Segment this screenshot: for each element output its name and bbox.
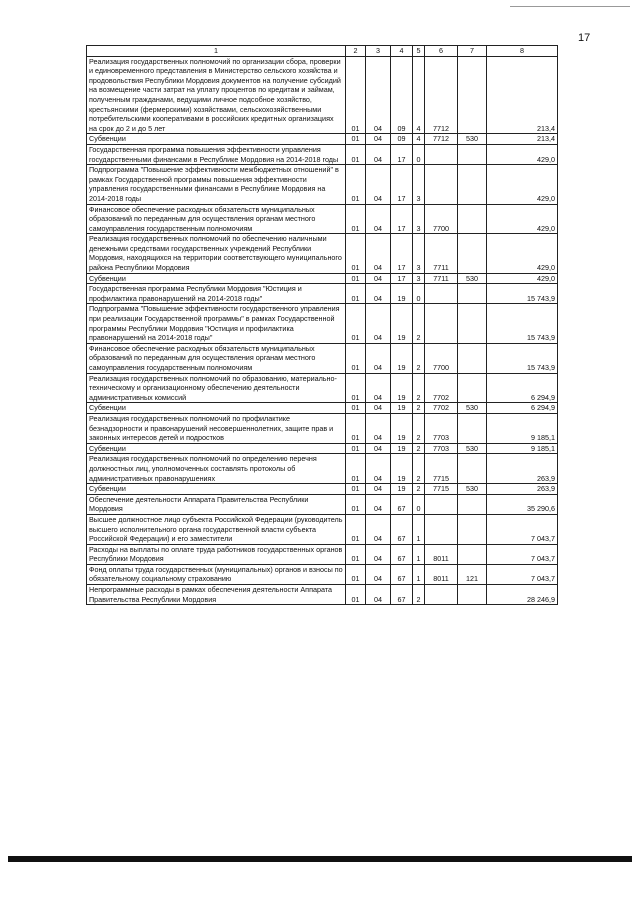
cell-section: 01	[346, 56, 366, 134]
table-row	[87, 273, 558, 284]
cell-expense-type: 530	[458, 443, 487, 454]
table-row	[87, 284, 558, 304]
cell-amount: 429,0	[487, 204, 558, 234]
cell-amount: 263,9	[487, 484, 558, 495]
cell-section: 01	[346, 144, 366, 164]
cell-expense-type	[458, 204, 487, 234]
cell-name: Субвенции	[87, 273, 346, 284]
cell-subsection: 04	[366, 403, 391, 414]
cell-amount: 7 043,7	[487, 564, 558, 584]
cell-subprogram: 2	[413, 484, 425, 495]
cell-subsection: 04	[366, 373, 391, 403]
cell-amount: 9 185,1	[487, 443, 558, 454]
cell-subprogram: 4	[413, 134, 425, 145]
cell-expense-type: 530	[458, 403, 487, 414]
cell-target-item: 7703	[425, 413, 458, 443]
cell-target-item: 7711	[425, 234, 458, 273]
cell-name: Высшее должностное лицо субъекта Российской Федерации (руководитель высшего исполнительного органа государственной власти субъекта Российской Федерации) и его заместители	[87, 514, 346, 544]
cell-name: Финансовое обеспечение расходных обязательств муниципальных образований по переданным для осуществления органам местного самоуправления государственным полномочиям	[87, 343, 346, 373]
cell-subprogram: 0	[413, 284, 425, 304]
column-header-4: 4	[391, 46, 413, 57]
table-row	[87, 585, 558, 605]
column-header-7: 7	[458, 46, 487, 57]
cell-program: 19	[391, 284, 413, 304]
cell-amount: 263,9	[487, 454, 558, 484]
cell-section: 01	[346, 494, 366, 514]
table-row	[87, 304, 558, 343]
cell-target-item: 8011	[425, 544, 458, 564]
budget-table	[86, 45, 558, 605]
table-row	[87, 514, 558, 544]
column-header-3: 3	[366, 46, 391, 57]
cell-target-item	[425, 304, 458, 343]
cell-expense-type	[458, 413, 487, 443]
cell-name: Расходы на выплаты по оплате труда работников государственных органов Республики Мордовия	[87, 544, 346, 564]
cell-subsection: 04	[366, 144, 391, 164]
cell-program: 19	[391, 403, 413, 414]
cell-subsection: 04	[366, 273, 391, 284]
cell-subprogram: 1	[413, 544, 425, 564]
cell-subprogram: 3	[413, 234, 425, 273]
cell-subsection: 04	[366, 234, 391, 273]
cell-name: Субвенции	[87, 134, 346, 145]
cell-target-item	[425, 165, 458, 204]
cell-amount: 7 043,7	[487, 544, 558, 564]
cell-name: Государственная программа Республики Мордовия "Юстиция и профилактика правонарушений на 2014-2018 годы"	[87, 284, 346, 304]
table-row	[87, 373, 558, 403]
cell-program: 67	[391, 544, 413, 564]
cell-subprogram: 3	[413, 273, 425, 284]
cell-program: 09	[391, 56, 413, 134]
cell-section: 01	[346, 564, 366, 584]
cell-amount: 213,4	[487, 56, 558, 134]
cell-section: 01	[346, 443, 366, 454]
table-row	[87, 564, 558, 584]
cell-subprogram: 0	[413, 144, 425, 164]
table-row	[87, 165, 558, 204]
cell-section: 01	[346, 134, 366, 145]
cell-target-item: 7715	[425, 454, 458, 484]
cell-target-item: 7702	[425, 403, 458, 414]
cell-program: 19	[391, 443, 413, 454]
cell-subprogram: 2	[413, 454, 425, 484]
cell-name: Реализация государственных полномочий по организации сбора, проверки и единовременного представления в Министерство сельского хозяйства и продовольствия Республики Мордовия документов на получение субсидий на возмещение части затрат на уплату процентов по кредитам и займам, полученным гражданами, ведущими личное подсобное хозяйство, крестьянскими (фермерскими) хозяйствами, сельскохозяйственными потребительскими кооперативами в российских кредитных организациях на срок до 2 и до 5 лет	[87, 56, 346, 134]
cell-expense-type: 530	[458, 134, 487, 145]
cell-expense-type	[458, 494, 487, 514]
cell-program: 67	[391, 494, 413, 514]
cell-subsection: 04	[366, 343, 391, 373]
cell-name: Подпрограмма "Повышение эффективности межбюджетных отношений" в рамках Государственной программы повышения эффективности управления государственными финансами в Республике Мордовия на 2014-2018 годы	[87, 165, 346, 204]
page-number: 17	[578, 32, 591, 44]
cell-amount: 6 294,9	[487, 403, 558, 414]
column-header-6: 6	[425, 46, 458, 57]
cell-subprogram: 2	[413, 343, 425, 373]
cell-amount: 429,0	[487, 234, 558, 273]
cell-expense-type: 121	[458, 564, 487, 584]
cell-subprogram: 2	[413, 304, 425, 343]
cell-expense-type	[458, 454, 487, 484]
cell-subsection: 04	[366, 494, 391, 514]
cell-section: 01	[346, 304, 366, 343]
cell-section: 01	[346, 204, 366, 234]
scan-mark	[510, 6, 630, 7]
cell-program: 17	[391, 273, 413, 284]
cell-subsection: 04	[366, 56, 391, 134]
cell-program: 19	[391, 413, 413, 443]
cell-name: Финансовое обеспечение расходных обязательств муниципальных образований по переданным для осуществления органам местного самоуправления государственным полномочиям	[87, 204, 346, 234]
column-header-8: 8	[487, 46, 558, 57]
cell-amount: 28 246,9	[487, 585, 558, 605]
cell-subprogram: 3	[413, 165, 425, 204]
cell-subprogram: 2	[413, 403, 425, 414]
header-row	[87, 46, 558, 57]
cell-subprogram: 2	[413, 413, 425, 443]
table-row	[87, 134, 558, 145]
cell-amount: 9 185,1	[487, 413, 558, 443]
cell-expense-type	[458, 234, 487, 273]
cell-subprogram: 2	[413, 373, 425, 403]
cell-expense-type	[458, 585, 487, 605]
cell-target-item: 7703	[425, 443, 458, 454]
table-row	[87, 234, 558, 273]
table-row	[87, 454, 558, 484]
cell-section: 01	[346, 544, 366, 564]
cell-subsection: 04	[366, 165, 391, 204]
cell-expense-type	[458, 56, 487, 134]
cell-name: Обеспечение деятельности Аппарата Правительства Республики Мордовия	[87, 494, 346, 514]
cell-amount: 429,0	[487, 144, 558, 164]
cell-subsection: 04	[366, 564, 391, 584]
table-row	[87, 144, 558, 164]
cell-target-item	[425, 585, 458, 605]
cell-target-item: 7712	[425, 134, 458, 145]
cell-expense-type	[458, 514, 487, 544]
cell-section: 01	[346, 484, 366, 495]
cell-target-item: 7700	[425, 204, 458, 234]
cell-subsection: 04	[366, 585, 391, 605]
cell-amount: 6 294,9	[487, 373, 558, 403]
cell-expense-type	[458, 165, 487, 204]
cell-program: 67	[391, 564, 413, 584]
cell-target-item	[425, 494, 458, 514]
cell-subsection: 04	[366, 134, 391, 145]
cell-target-item	[425, 514, 458, 544]
cell-subprogram: 4	[413, 56, 425, 134]
cell-program: 67	[391, 514, 413, 544]
cell-expense-type: 530	[458, 273, 487, 284]
cell-subsection: 04	[366, 544, 391, 564]
cell-name: Реализация государственных полномочий по профилактике безнадзорности и правонарушений несовершеннолетних, защите прав и законных интересов детей и подростков	[87, 413, 346, 443]
table-row	[87, 413, 558, 443]
cell-section: 01	[346, 273, 366, 284]
cell-subprogram: 2	[413, 585, 425, 605]
page-bottom-border	[8, 856, 632, 862]
cell-name: Субвенции	[87, 443, 346, 454]
cell-amount: 35 290,6	[487, 494, 558, 514]
cell-section: 01	[346, 403, 366, 414]
cell-target-item: 7711	[425, 273, 458, 284]
cell-target-item: 8011	[425, 564, 458, 584]
cell-subprogram: 1	[413, 514, 425, 544]
cell-program: 19	[391, 343, 413, 373]
table-row	[87, 443, 558, 454]
table-row	[87, 343, 558, 373]
table-row	[87, 484, 558, 495]
cell-section: 01	[346, 413, 366, 443]
cell-expense-type	[458, 343, 487, 373]
cell-program: 17	[391, 144, 413, 164]
cell-section: 01	[346, 454, 366, 484]
cell-program: 19	[391, 373, 413, 403]
cell-subprogram: 3	[413, 204, 425, 234]
cell-amount: 429,0	[487, 165, 558, 204]
cell-section: 01	[346, 373, 366, 403]
cell-name: Субвенции	[87, 484, 346, 495]
cell-name: Подпрограмма "Повышение эффективности государственного управления при реализации Государственной программы" в рамках Государственной программы Республики Мордовия "Юстиция и профилактика правонарушений на 2014-2018 годы"	[87, 304, 346, 343]
cell-name: Субвенции	[87, 403, 346, 414]
cell-name: Фонд оплаты труда государственных (муниципальных) органов и взносы по обязательному социальному страхованию	[87, 564, 346, 584]
table-row	[87, 56, 558, 134]
table-row	[87, 403, 558, 414]
cell-section: 01	[346, 284, 366, 304]
cell-expense-type: 530	[458, 484, 487, 495]
cell-amount: 15 743,9	[487, 284, 558, 304]
cell-subsection: 04	[366, 484, 391, 495]
cell-target-item: 7712	[425, 56, 458, 134]
cell-amount: 15 743,9	[487, 343, 558, 373]
cell-target-item: 7700	[425, 343, 458, 373]
cell-program: 17	[391, 165, 413, 204]
cell-program: 17	[391, 204, 413, 234]
table-body	[87, 56, 558, 605]
column-header-2: 2	[346, 46, 366, 57]
cell-section: 01	[346, 585, 366, 605]
cell-program: 67	[391, 585, 413, 605]
cell-expense-type	[458, 373, 487, 403]
cell-subsection: 04	[366, 514, 391, 544]
column-header-5: 5	[413, 46, 425, 57]
table-row	[87, 204, 558, 234]
cell-amount: 213,4	[487, 134, 558, 145]
cell-subsection: 04	[366, 204, 391, 234]
cell-subsection: 04	[366, 304, 391, 343]
table-row	[87, 544, 558, 564]
cell-section: 01	[346, 234, 366, 273]
cell-program: 17	[391, 234, 413, 273]
cell-subsection: 04	[366, 443, 391, 454]
cell-name: Реализация государственных полномочий по определению перечня должностных лиц, уполномоченных составлять протоколы об административных правонарушениях	[87, 454, 346, 484]
cell-subprogram: 2	[413, 443, 425, 454]
cell-program: 19	[391, 454, 413, 484]
cell-program: 09	[391, 134, 413, 145]
table-row	[87, 494, 558, 514]
cell-expense-type	[458, 544, 487, 564]
cell-program: 19	[391, 484, 413, 495]
cell-subprogram: 0	[413, 494, 425, 514]
cell-amount: 429,0	[487, 273, 558, 284]
cell-subsection: 04	[366, 413, 391, 443]
cell-subsection: 04	[366, 454, 391, 484]
cell-target-item: 7715	[425, 484, 458, 495]
cell-target-item	[425, 144, 458, 164]
cell-program: 19	[391, 304, 413, 343]
cell-name: Непрограммные расходы в рамках обеспечения деятельности Аппарата Правительства Республики Мордовия	[87, 585, 346, 605]
column-header-1: 1	[87, 46, 346, 57]
cell-amount: 15 743,9	[487, 304, 558, 343]
cell-target-item	[425, 284, 458, 304]
cell-subsection: 04	[366, 284, 391, 304]
cell-name: Реализация государственных полномочий по образованию, материально-техническому и организационному обеспечению деятельности административных комиссий	[87, 373, 346, 403]
cell-name: Реализация государственных полномочий по обеспечению наличными денежными средствами государственных учреждений Республики Мордовия, находящихся на территории соответствующего муниципального района Республики Мордовия	[87, 234, 346, 273]
cell-subprogram: 1	[413, 564, 425, 584]
cell-target-item: 7702	[425, 373, 458, 403]
cell-section: 01	[346, 165, 366, 204]
cell-amount: 7 043,7	[487, 514, 558, 544]
cell-expense-type	[458, 144, 487, 164]
cell-expense-type	[458, 304, 487, 343]
cell-name: Государственная программа повышения эффективности управления государственными финансами в Республике Мордовия на 2014-2018 годы	[87, 144, 346, 164]
cell-section: 01	[346, 343, 366, 373]
cell-expense-type	[458, 284, 487, 304]
cell-section: 01	[346, 514, 366, 544]
table-header	[87, 46, 558, 57]
